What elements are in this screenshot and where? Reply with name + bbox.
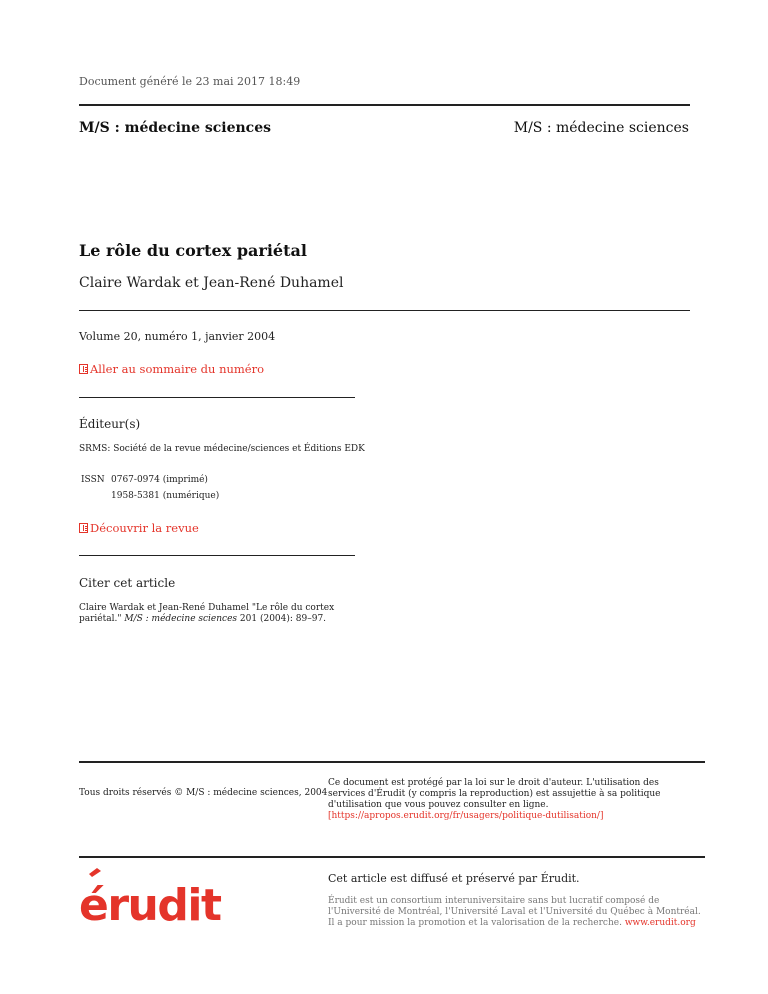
section-divider-2 [79, 555, 355, 556]
copyright-text: Ce document est protégé par la loi sur le droit d'auteur. L'utilisation des services d'Érudit (y compris la reproduction) est assujettie à sa politique d'utilisation que vous pouvez consulter en ligne. [328, 778, 661, 810]
book-icon [79, 364, 88, 374]
erudit-site-link[interactable]: www.erudit.org [624, 918, 696, 928]
copyright-notice [328, 778, 698, 822]
top-divider [79, 104, 690, 106]
footer-divider-1 [79, 761, 705, 763]
issn-print: 0767-0974 (imprimé) [111, 475, 208, 485]
issn-table [79, 475, 219, 507]
volume-info: Volume 20, numéro 1, janvier 2004 [79, 330, 276, 343]
issn-digital: 1958-5381 (numérique) [111, 491, 220, 501]
consortium-text: Érudit est un consortium interuniversitaire sans but lucratif composé de l'Université de Montréal, l'Université Laval et l'Université du Québec à Montréal. Il a pour mission la promotion et la valorisation de la recherche. [328, 896, 701, 928]
section-divider-1 [79, 397, 355, 398]
citation-text [79, 603, 359, 625]
book-icon [79, 523, 88, 533]
erudit-logo-text: érudit [79, 880, 221, 928]
generation-date: Document généré le 23 mai 2017 18:49 [79, 75, 301, 88]
citation-prefix: Claire Wardak et Jean-René Duhamel "Le rôle du cortex pariétal." [79, 603, 335, 624]
rights-notice: Tous droits réservés © M/S : médecine sciences, 2004 [79, 788, 328, 798]
consortium-notice [328, 896, 708, 929]
title-divider [79, 310, 690, 311]
publisher-label: Éditeur(s) [79, 417, 141, 431]
discover-journal-link[interactable] [79, 521, 199, 535]
journal-title-right: M/S : médecine sciences [513, 120, 689, 136]
publisher-name: SRMS: Société de la revue médecine/sciences et Éditions EDK [79, 444, 365, 454]
citation-suffix: 201 (2004): 89–97. [239, 614, 327, 624]
erudit-logo [79, 868, 224, 928]
journal-title-left: M/S : médecine sciences [79, 120, 271, 136]
issue-toc-link[interactable] [79, 362, 264, 376]
article-title: Le rôle du cortex pariétal [79, 241, 307, 260]
diffusion-notice: Cet article est diffusé et préservé par Érudit. [328, 872, 580, 885]
citation-journal: M/S : médecine sciences [124, 614, 238, 624]
cite-label: Citer cet article [79, 576, 176, 590]
footer-divider-2 [79, 856, 705, 858]
issn-label: ISSN [81, 475, 105, 485]
article-authors: Claire Wardak et Jean-René Duhamel [79, 275, 344, 291]
discover-journal-link-label: Découvrir la revue [90, 521, 199, 535]
issue-toc-link-label: Aller au sommaire du numéro [90, 362, 265, 376]
usage-policy-link[interactable]: [https://apropos.erudit.org/fr/usagers/politique-dutilisation/] [328, 811, 604, 821]
